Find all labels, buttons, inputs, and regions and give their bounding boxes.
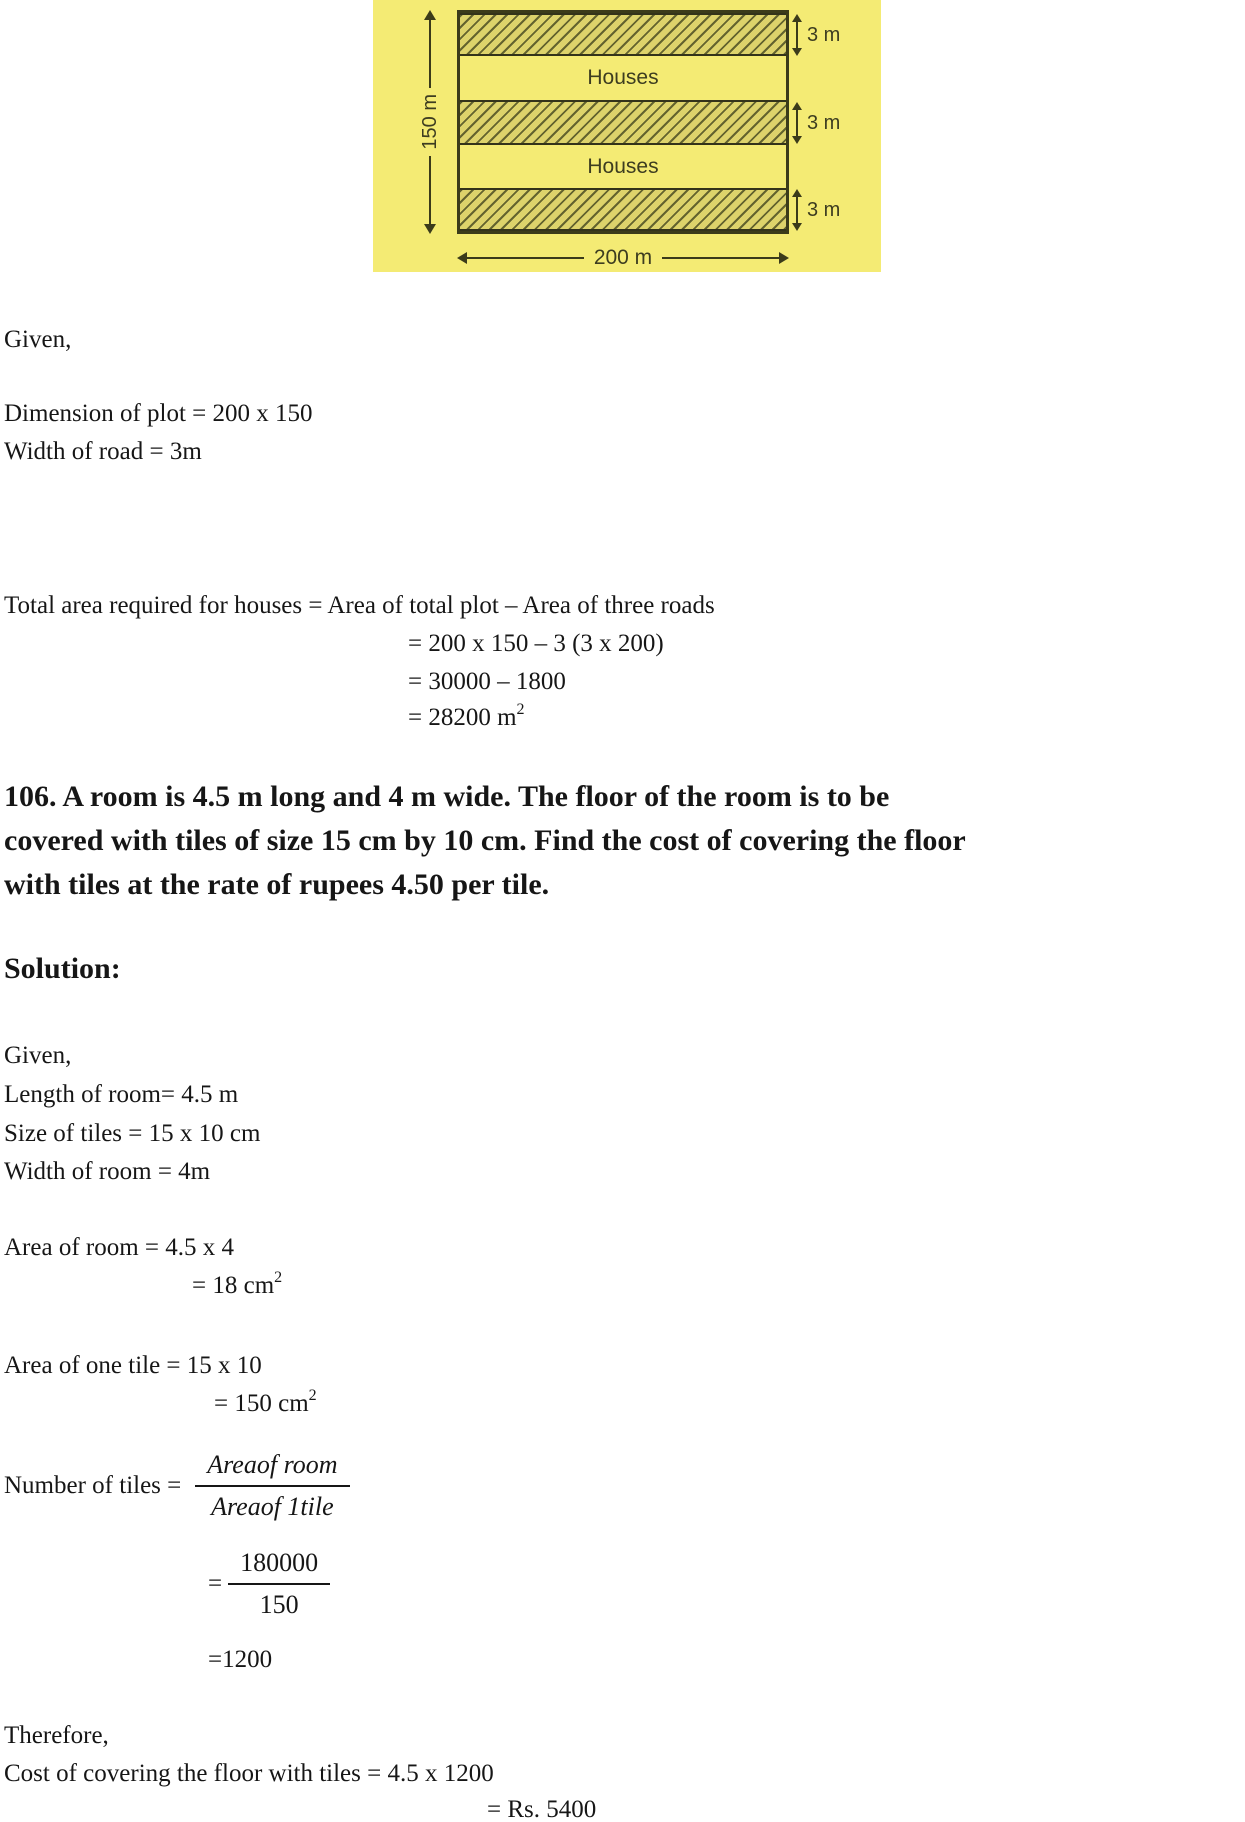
arrow-down-icon — [424, 224, 436, 234]
given-label-1: Given, — [4, 326, 72, 353]
area-tile-line: Area of one tile = 15 x 10 — [4, 1352, 262, 1379]
total-area-result-value: = 28200 m — [408, 704, 517, 731]
arrow-down-icon — [792, 136, 802, 144]
problem-statement-line-3: with tiles at the rate of rupees 4.50 per tile. — [4, 868, 550, 901]
arrow-down-icon — [792, 223, 802, 231]
width-dimension-arrow — [457, 246, 789, 270]
equals-sign: = — [208, 1570, 223, 1597]
length-line: Length of room= 4.5 m — [4, 1081, 239, 1108]
road-width-label-2: 3 m — [807, 111, 841, 134]
road-width-label-3: 3 m — [807, 198, 841, 221]
area-tile-result — [214, 1387, 317, 1418]
tiles-equation-lhs: Number of tiles = — [4, 1472, 182, 1499]
arrow-down-icon — [792, 48, 802, 56]
area-tile-result-value: = 150 cm — [214, 1390, 309, 1417]
dimension-line — [429, 156, 431, 224]
road-band-1 — [460, 13, 786, 56]
tiles-fraction-numerator: Areaof room — [195, 1450, 349, 1487]
height-dimension-arrow — [420, 10, 440, 234]
therefore-label: Therefore, — [4, 1722, 109, 1749]
dimension-line — [429, 20, 431, 88]
arrow-left-icon — [457, 252, 467, 264]
houses-label-1: Houses — [587, 66, 659, 89]
tiles-fraction — [195, 1450, 349, 1522]
double-arrow-icon — [792, 189, 802, 231]
double-arrow-icon — [792, 102, 802, 144]
cost-result: = Rs. 5400 — [487, 1796, 597, 1822]
dimension-line: Dimension of plot = 200 x 150 — [4, 400, 313, 427]
tiles-result: =1200 — [208, 1646, 273, 1673]
arrow-up-icon — [792, 102, 802, 110]
dimension-line — [467, 257, 584, 259]
dimension-line — [662, 257, 779, 259]
tiles-number-fraction — [228, 1548, 330, 1620]
width-dimension-label: 200 m — [593, 246, 653, 269]
plot-diagram — [373, 0, 881, 272]
area-room-line: Area of room = 4.5 x 4 — [4, 1234, 235, 1261]
arrow-up-icon — [792, 14, 802, 22]
area-room-result-value: = 18 cm — [192, 1272, 275, 1299]
road-width-dimension-3 — [792, 189, 840, 231]
dimension-line — [796, 110, 798, 136]
total-area-step-2: = 30000 – 1800 — [408, 668, 566, 695]
road-width-dimension-2 — [792, 102, 840, 144]
area-room-result — [192, 1269, 283, 1300]
superscript: 2 — [274, 1269, 283, 1286]
dimension-line — [796, 22, 798, 48]
solution-heading: Solution: — [4, 952, 121, 985]
houses-band-1 — [460, 56, 786, 100]
given-label-2: Given, — [4, 1042, 72, 1069]
tiles-equation — [4, 1450, 350, 1522]
tiles-number-numerator: 180000 — [228, 1548, 330, 1585]
road-band-2 — [460, 100, 786, 145]
plot-rectangle — [457, 10, 789, 234]
total-area-line: Total area required for houses = Area of total plot – Area of three roads — [4, 592, 715, 619]
road-width-label-1: 3 m — [807, 23, 841, 46]
road-band-3 — [460, 188, 786, 231]
tiles-fraction-denominator: Areaof 1tile — [211, 1492, 334, 1521]
height-dimension-label: 150 m — [418, 94, 441, 150]
houses-label-2: Houses — [587, 154, 659, 178]
cost-line: Cost of covering the floor with tiles = 4.5 x 1200 — [4, 1760, 494, 1787]
dimension-line — [796, 197, 798, 223]
road-width-dimension-1 — [792, 14, 840, 56]
arrow-up-icon — [424, 10, 436, 20]
arrow-right-icon — [779, 252, 789, 264]
road-width-line: Width of road = 3m — [4, 438, 202, 465]
problem-statement-line-1: 106. A room is 4.5 m long and 4 m wide. The floor of the room is to be — [4, 780, 890, 813]
houses-band-2 — [460, 145, 786, 188]
width-line: Width of room = 4m — [4, 1158, 211, 1185]
tiles-equation-step — [208, 1548, 330, 1620]
arrow-up-icon — [792, 189, 802, 197]
superscript: 2 — [516, 701, 525, 718]
total-area-step-1: = 200 x 150 – 3 (3 x 200) — [408, 630, 664, 657]
superscript: 2 — [308, 1387, 317, 1404]
tile-size-line: Size of tiles = 15 x 10 cm — [4, 1120, 261, 1147]
tiles-number-denominator: 150 — [259, 1590, 299, 1619]
problem-statement-line-2: covered with tiles of size 15 cm by 10 cm. Find the cost of covering the floor — [4, 824, 966, 857]
total-area-result — [408, 701, 525, 732]
double-arrow-icon — [792, 14, 802, 56]
